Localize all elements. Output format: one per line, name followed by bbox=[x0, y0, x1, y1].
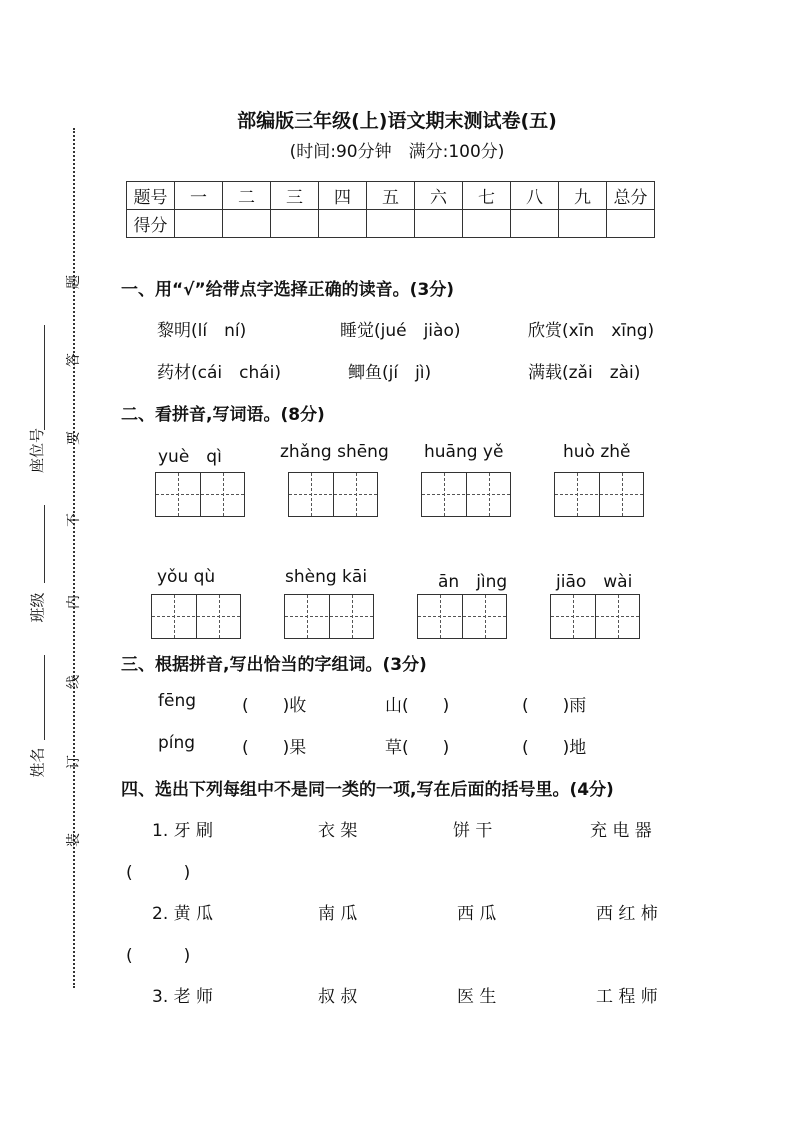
class-label: 班级 bbox=[28, 592, 47, 623]
section-3-title: 三、根据拼音,写出恰当的字组词。(3分) bbox=[121, 655, 427, 675]
score-input-cell[interactable] bbox=[223, 210, 271, 238]
pinyin-label: huò zhě bbox=[563, 442, 631, 462]
binding-dotted-line bbox=[73, 128, 75, 988]
score-cell: 八 bbox=[511, 182, 559, 210]
score-input-cell[interactable] bbox=[607, 210, 655, 238]
pronunciation-item[interactable]: 满载(zǎi zài) bbox=[528, 363, 641, 383]
group-item: 1. 牙 刷 bbox=[152, 821, 214, 841]
score-cell: 总分 bbox=[607, 182, 655, 210]
margin-note: 题 bbox=[66, 275, 82, 289]
section-4-title: 四、选出下列每组中不是同一类的一项,写在后面的括号里。(4分) bbox=[121, 780, 614, 800]
writing-grid[interactable] bbox=[550, 594, 640, 639]
margin-note: 不 bbox=[66, 513, 82, 527]
pronunciation-item[interactable]: 鲫鱼(jí jì) bbox=[348, 363, 432, 383]
score-input-cell[interactable] bbox=[319, 210, 367, 238]
score-input-cell[interactable] bbox=[175, 210, 223, 238]
section-1-title: 一、用“√”给带点字选择正确的读音。(3分) bbox=[121, 280, 455, 300]
pronunciation-item[interactable]: 欣赏(xīn xīng) bbox=[528, 321, 655, 341]
pinyin-label: yuè qì bbox=[158, 447, 222, 467]
score-table bbox=[126, 181, 655, 238]
score-cell: 二 bbox=[223, 182, 271, 210]
pinyin-label: huāng yě bbox=[424, 442, 504, 462]
pinyin-label: yǒu qù bbox=[157, 567, 216, 587]
writing-grid[interactable] bbox=[155, 472, 245, 517]
answer-blank[interactable]: ( ) bbox=[126, 946, 191, 966]
class-underline bbox=[44, 505, 45, 583]
group-item: 3. 老 师 bbox=[152, 987, 214, 1007]
pinyin-prompt: píng bbox=[158, 733, 196, 753]
word-blank[interactable]: 草( ) bbox=[385, 738, 450, 758]
margin-note: 内 bbox=[66, 595, 82, 609]
pronunciation-item[interactable]: 药材(cái chái) bbox=[157, 363, 282, 383]
writing-grid[interactable] bbox=[417, 594, 507, 639]
group-item: 叔 叔 bbox=[318, 987, 358, 1007]
section-2-title: 二、看拼音,写词语。(8分) bbox=[121, 405, 325, 425]
word-blank[interactable]: ( )雨 bbox=[522, 696, 587, 716]
group-item: 医 生 bbox=[457, 987, 497, 1007]
pinyin-prompt: fēng bbox=[158, 691, 197, 711]
margin-note: 要 bbox=[66, 431, 82, 445]
score-cell: 五 bbox=[367, 182, 415, 210]
pinyin-label: zhǎng shēng bbox=[280, 442, 389, 462]
score-input-cell[interactable] bbox=[511, 210, 559, 238]
group-item: 衣 架 bbox=[318, 821, 358, 841]
writing-grid[interactable] bbox=[421, 472, 511, 517]
group-item: 西 瓜 bbox=[457, 904, 497, 924]
group-item: 2. 黄 瓜 bbox=[152, 904, 214, 924]
page-title: 部编版三年级(上)语文期末测试卷(五) bbox=[237, 110, 557, 132]
pinyin-label: shèng kāi bbox=[285, 567, 368, 587]
score-cell: 七 bbox=[463, 182, 511, 210]
group-item: 工 程 师 bbox=[596, 987, 658, 1007]
score-table-score-row bbox=[127, 210, 655, 238]
group-item: 西 红 柿 bbox=[596, 904, 658, 924]
word-blank[interactable]: ( )收 bbox=[242, 696, 307, 716]
score-label-cell: 得分 bbox=[127, 210, 175, 238]
pinyin-label: ān jìng bbox=[438, 572, 508, 592]
seat-underline bbox=[44, 325, 45, 430]
word-blank[interactable]: 山( ) bbox=[385, 696, 450, 716]
word-blank[interactable]: ( )果 bbox=[242, 738, 307, 758]
writing-grid[interactable] bbox=[288, 472, 378, 517]
margin-note: 装 bbox=[66, 833, 82, 847]
writing-grid[interactable] bbox=[284, 594, 374, 639]
pronunciation-item[interactable]: 睡觉(jué jiào) bbox=[340, 321, 461, 341]
group-item: 充 电 器 bbox=[590, 821, 652, 841]
page-subtitle: (时间:90分钟 满分:100分) bbox=[289, 142, 505, 162]
seat-label: 座位号 bbox=[28, 427, 47, 474]
group-item: 南 瓜 bbox=[318, 904, 358, 924]
answer-blank[interactable]: ( ) bbox=[126, 863, 191, 883]
pronunciation-item[interactable]: 黎明(lí ní) bbox=[157, 321, 247, 341]
name-underline bbox=[44, 655, 45, 740]
margin-note: 订 bbox=[66, 755, 82, 769]
name-label: 姓名 bbox=[28, 747, 47, 778]
score-table-header-row bbox=[127, 182, 655, 210]
score-input-cell[interactable] bbox=[367, 210, 415, 238]
score-input-cell[interactable] bbox=[271, 210, 319, 238]
word-blank[interactable]: ( )地 bbox=[522, 738, 587, 758]
writing-grid[interactable] bbox=[554, 472, 644, 517]
margin-note: 线 bbox=[66, 675, 82, 689]
score-cell: 四 bbox=[319, 182, 367, 210]
margin-note: 答 bbox=[66, 353, 82, 367]
score-cell: 题号 bbox=[127, 182, 175, 210]
score-cell: 九 bbox=[559, 182, 607, 210]
writing-grid[interactable] bbox=[151, 594, 241, 639]
score-cell: 六 bbox=[415, 182, 463, 210]
score-input-cell[interactable] bbox=[463, 210, 511, 238]
score-cell: 三 bbox=[271, 182, 319, 210]
score-cell: 一 bbox=[175, 182, 223, 210]
score-input-cell[interactable] bbox=[415, 210, 463, 238]
pinyin-label: jiāo wài bbox=[556, 572, 633, 592]
group-item: 饼 干 bbox=[453, 821, 493, 841]
score-input-cell[interactable] bbox=[559, 210, 607, 238]
